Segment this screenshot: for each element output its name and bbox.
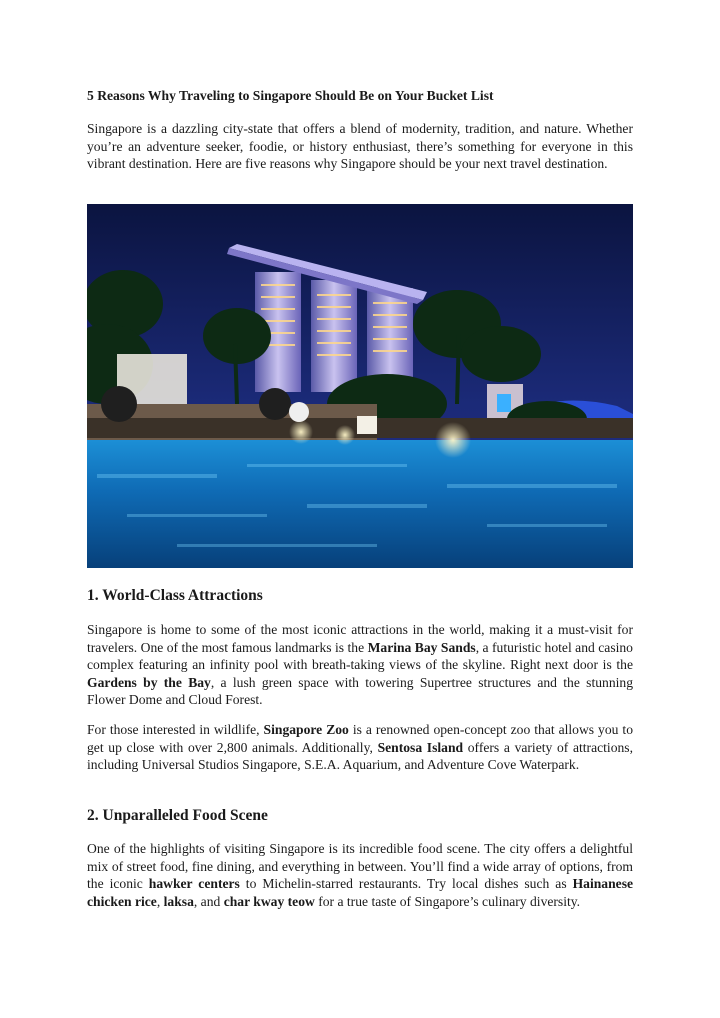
intro-paragraph: Singapore is a dazzling city-state that offers a blend of modernity, tradition, and nature. Whether you’re an adventure seeker, foodie, or history enthusiast, there’s something for everyone in this vibrant destination. Here are five reasons why Singapore should be your next travel destination.	[87, 121, 633, 171]
attractions-paragraph-2: For those interested in wildlife, Singapore Zoo is a renowned open-concept zoo that allows you to get up close with over 2,800 animals. Additionally, Sentosa Island offers a variety of attractions, including Universal Studios Singapore, S.E.A. Aquarium, and Adventure Cove Waterpark.	[87, 722, 633, 772]
food-paragraph: One of the highlights of visiting Singapore is its incredible food scene. The city offers a delightful mix of street food, fine dining, and everything in between. You’ll find a wide array of options, from the iconic hawker centers to Michelin-starred restaurants. Try local dishes such as Hainanese chicken rice, laksa, and char kway teow for a true taste of Singapore’s culinary diversity.	[87, 841, 634, 909]
section-heading-food: 2. Unparalleled Food Scene	[87, 807, 268, 824]
section-heading-attractions: 1. World-Class Attractions	[87, 587, 263, 604]
document-title: 5 Reasons Why Traveling to Singapore Should Be on Your Bucket List	[87, 88, 494, 103]
attractions-paragraph-1: Singapore is home to some of the most iconic attractions in the world, making it a must-visit for travelers. One of the most famous landmarks is the Marina Bay Sands, a futuristic hotel and casino complex featuring an infinity pool with breath-taking views of the skyline. Right next door is the Gardens by the Bay, a lush green space with towering Supertree structures and the stunning Flower Dome and Cloud Forest.	[87, 622, 633, 707]
hero-photo	[87, 204, 633, 568]
